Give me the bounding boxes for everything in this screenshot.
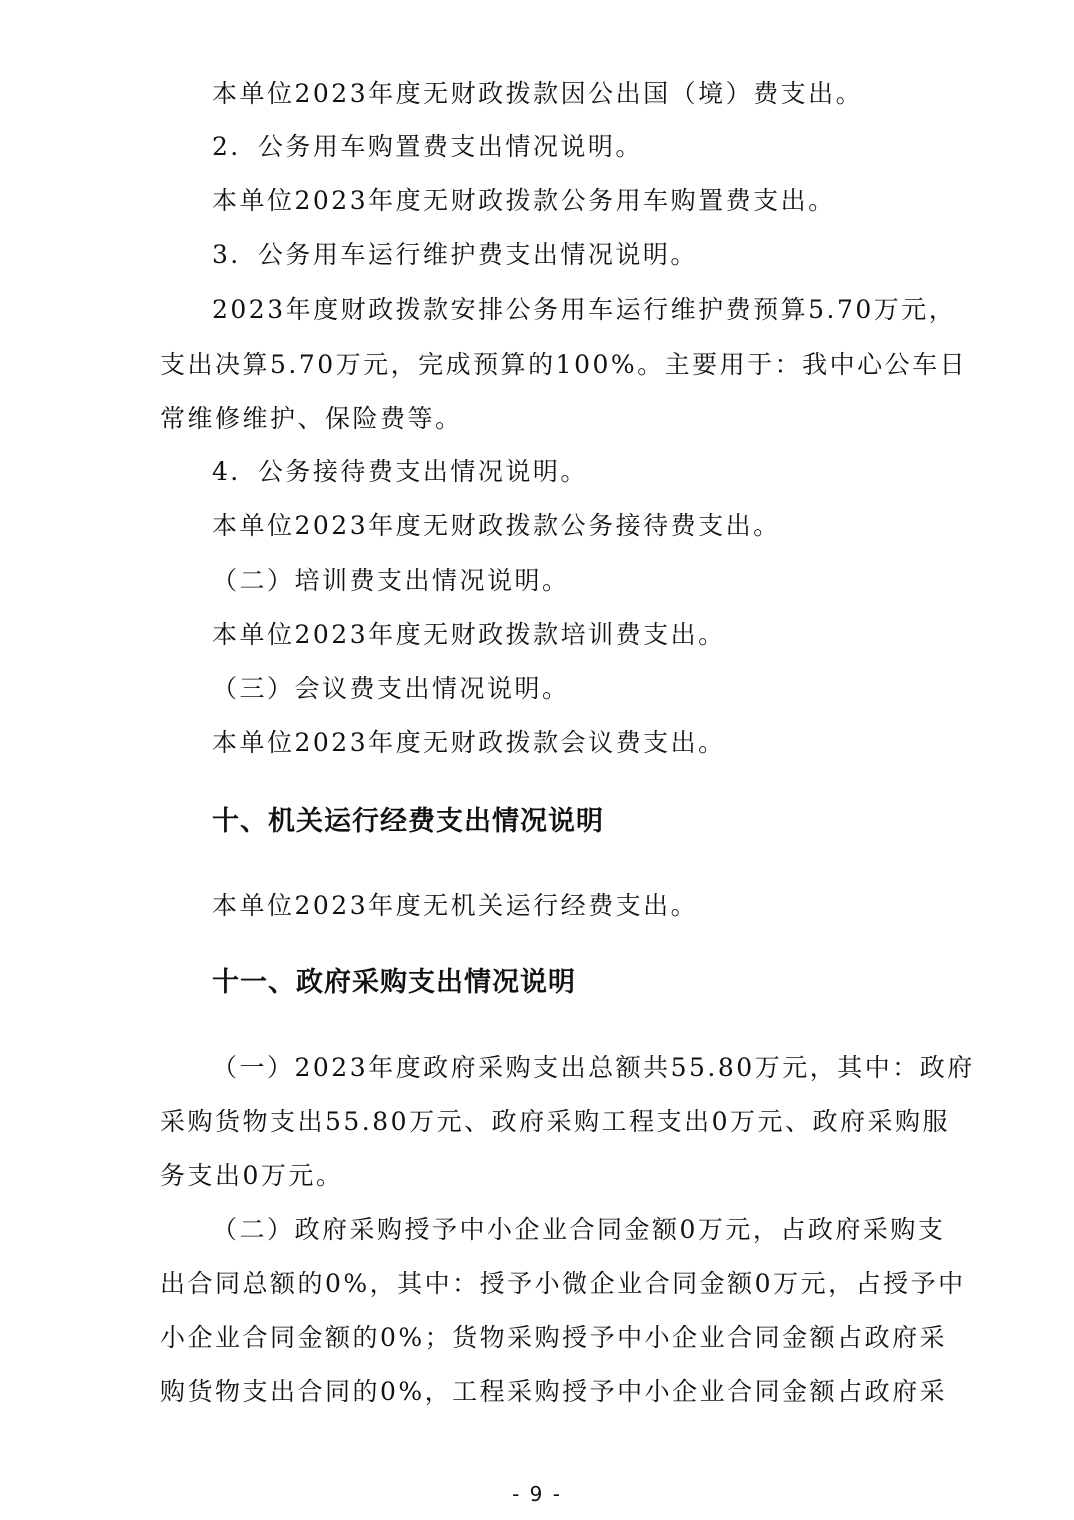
paragraph-line: 本单位2023年度无机关运行经费支出。 (212, 891, 699, 920)
section-heading: 十一、政府采购支出情况说明 (212, 967, 576, 998)
subsection-title: 4．公务接待费支出情况说明。 (212, 457, 588, 486)
paragraph-line: 本单位2023年度无财政拨款公务用车购置费支出。 (212, 186, 836, 215)
paragraph-line: 本单位2023年度无财政拨款培训费支出。 (212, 620, 726, 649)
paragraph-line: 采购货物支出55.80万元、政府采购工程支出0万元、政府采购服 (160, 1107, 950, 1136)
paragraph-line: 常维修维护、保险费等。 (160, 404, 463, 433)
paragraph-line: 购货物支出合同的0%，工程采购授予中小企业合同金额占政府采 (160, 1377, 948, 1406)
subsection-title: 3．公务用车运行维护费支出情况说明。 (212, 240, 698, 269)
paragraph-line: （一）2023年度政府采购支出总额共55.80万元，其中：政府 (212, 1053, 975, 1082)
subsection-title: （三）会议费支出情况说明。 (212, 674, 570, 703)
paragraph-line: 本单位2023年度无财政拨款公务接待费支出。 (212, 511, 781, 540)
paragraph-line: 小企业合同金额的0%；货物采购授予中小企业合同金额占政府采 (160, 1323, 948, 1352)
paragraph-line: 支出决算5.70万元，完成预算的100%。主要用于：我中心公车日 (160, 350, 968, 379)
subsection-title: 2．公务用车购置费支出情况说明。 (212, 132, 643, 161)
paragraph-line: 务支出0万元。 (160, 1161, 344, 1190)
paragraph-line: 本单位2023年度无财政拨款因公出国（境）费支出。 (212, 79, 864, 108)
paragraph-line: （二）政府采购授予中小企业合同金额0万元，占政府采购支 (212, 1215, 946, 1244)
page-number: - 9 - (512, 1482, 562, 1506)
section-heading: 十、机关运行经费支出情况说明 (212, 806, 604, 837)
subsection-title: （二）培训费支出情况说明。 (212, 566, 570, 595)
paragraph-line: 2023年度财政拨款安排公务用车运行维护费预算5.70万元， (212, 295, 957, 324)
paragraph-line: 本单位2023年度无财政拨款会议费支出。 (212, 728, 726, 757)
paragraph-line: 出合同总额的0%，其中：授予小微企业合同金额0万元，占授予中 (160, 1269, 966, 1298)
